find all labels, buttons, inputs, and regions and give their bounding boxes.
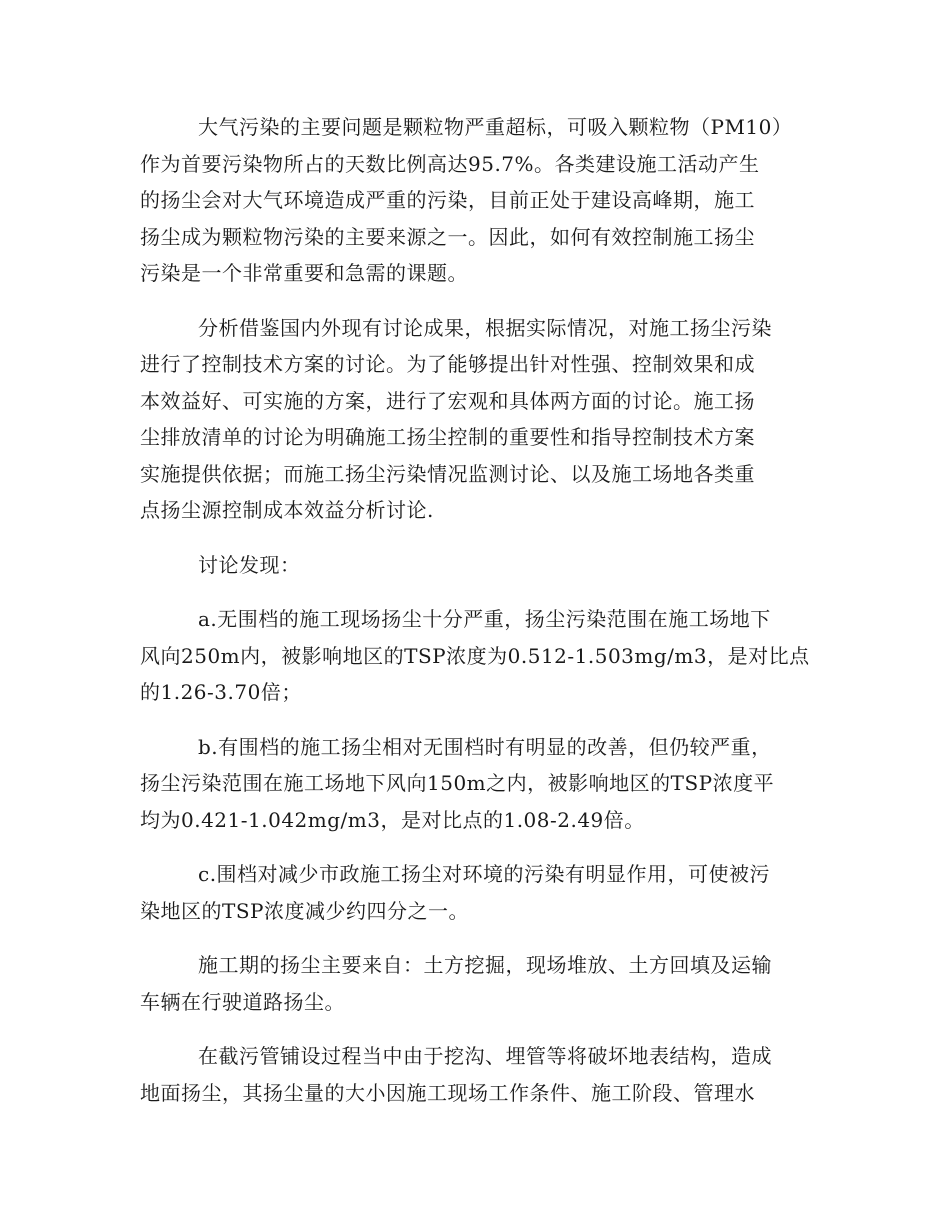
paragraph-finding-a: a.无围档的施工现场扬尘十分严重，扬尘污染范围在施工场地下 风向250m内，被影响地区的TSP浓度为0.512-1.503mg/m3，是对比点 的1.26-3.70倍； [140,607,810,704]
paragraph-findings-heading: 讨论发现： [198,552,301,577]
document-body [140,109,810,1129]
paragraph-finding-b: b.有围档的施工扬尘相对无围档时有明显的改善，但仍较严重， 扬尘污染范围在施工场地下风向150m之内，被影响地区的TSP浓度平 均为0.421-1.042mg/m3，是对比点的1.08-2.49倍。 [140,734,775,832]
paragraph-pipe-laying: 在截污管铺设过程当中由于挖沟、埋管等将破坏地表结构，造成 地面扬尘，其扬尘量的大小因施工现场工作条件、施工阶段、管理水 [140,1044,772,1105]
paragraph-finding-c: c.围档对减少市政施工扬尘对环境的污染有明显作用，可使被污 染地区的TSP浓度减少约四分之一。 [140,862,771,923]
paragraph-dust-sources: 施工期的扬尘主要来自：土方挖掘，现场堆放、土方回填及运输 车辆在行驶道路扬尘。 [140,953,772,1014]
paragraph-air-pollution: 大气污染的主要问题是颗粒物严重超标，可吸入颗粒物（PM10） 作为首要污染物所占的天数比例高达95.7%。各类建设施工活动产生 的扬尘会对大气环境造成严重的污染，目前正处于建设高峰期，施工 扬尘成为颗粒物污染的主要来源之一。因此，如何有效控制施工扬尘 污染是一个非常重要和急需的课题。 [140,115,793,285]
paragraph-analysis: 分析借鉴国内外现有讨论成果，根据实际情况，对施工扬尘污染 进行了控制技术方案的讨论。为了能够提出针对性强、控制效果和成 本效益好、可实施的方案，进行了宏观和具体两方面的讨论。施工扬 尘排放清单的讨论为明确施工扬尘控制的重要性和指导控制技术方案 实施提供依据；而施工扬尘污染情况监测讨论、以及施工场地各类重 点扬尘源控制成本效益分析讨论. [140,315,772,522]
